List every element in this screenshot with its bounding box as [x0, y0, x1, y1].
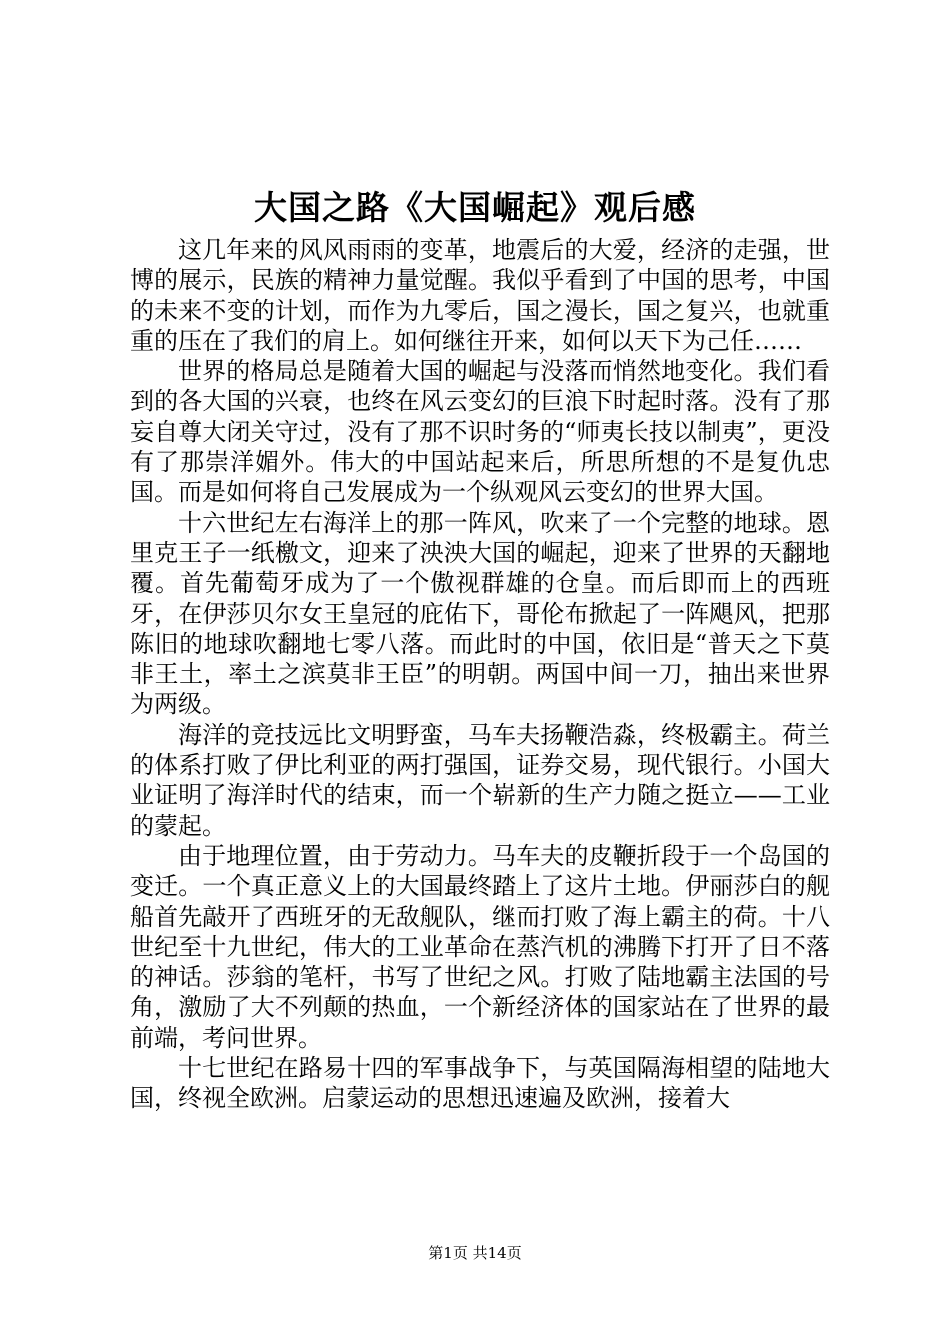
paragraph: 这几年来的风风雨雨的变革，地震后的大爱，经济的走强，世博的展示，民族的精神力量觉醒。我似乎看到了中国的思考，中国的未来不变的计划，而作为九零后，国之漫长，国之复兴，也就重重的压在了我们的肩上。如何继往开来，如何以天下为己任…… — [130, 236, 830, 355]
paragraph: 世界的格局总是随着大国的崛起与没落而悄然地变化。我们看到的各大国的兴衰，也终在风云变幻的巨浪下时起时落。没有了那妄自尊大闭关守过，没有了那不识时务的“师夷长技以制夷”，更没有了那崇洋媚外。伟大的中国站起来后，所思所想的不是复仇忠国。而是如何将自己发展成为一个纵观风云变幻的世界大国。 — [130, 357, 830, 507]
document-title: 大国之路《大国崛起》观后感 — [254, 188, 696, 227]
page-footer: 第1页 共14页 — [428, 1244, 522, 1262]
paragraph: 十六世纪左右海洋上的那一阵风，吹来了一个完整的地球。恩里克王子一纸檄文，迎来了泱泱大国的崛起，迎来了世界的天翻地覆。首先葡萄牙成为了一个傲视群雄的仓皇。而后即而上的西班牙，在伊莎贝尔女王皇冠的庇佑下，哥伦布掀起了一阵飓风，把那陈旧的地球吹翻地七零八落。而此时的中国，依旧是“普天之下莫非王土，率土之滨莫非王臣”的明朝。两国中间一刀，抽出来世界为两级。 — [130, 508, 830, 719]
document-body — [130, 235, 830, 1114]
paragraph: 由于地理位置，由于劳动力。马车夫的皮鞭折段于一个岛国的变迁。一个真正意义上的大国最终踏上了这片土地。伊丽莎白的舰船首先敲开了西班牙的无敌舰队，继而打败了海上霸主的荷。十八世纪至十九世纪，伟大的工业革命在蒸汽机的沸腾下打开了日不落的神话。莎翁的笔杆，书写了世纪之风。打败了陆地霸主法国的号角，激励了大不列颠的热血，一个新经济体的国家站在了世界的最前端，考问世界。 — [130, 841, 830, 1052]
paragraph: 海洋的竞技远比文明野蛮，马车夫扬鞭浩淼，终极霸主。荷兰的体系打败了伊比利亚的两打强国，证券交易，现代银行。小国大业证明了海洋时代的结束，而一个崭新的生产力随之挺立——工业的蒙起。 — [130, 720, 830, 840]
paragraph: 十七世纪在路易十四的军事战争下，与英国隔海相望的陆地大国，终视全欧洲。启蒙运动的思想迅速遍及欧洲，接着大 — [130, 1054, 830, 1113]
